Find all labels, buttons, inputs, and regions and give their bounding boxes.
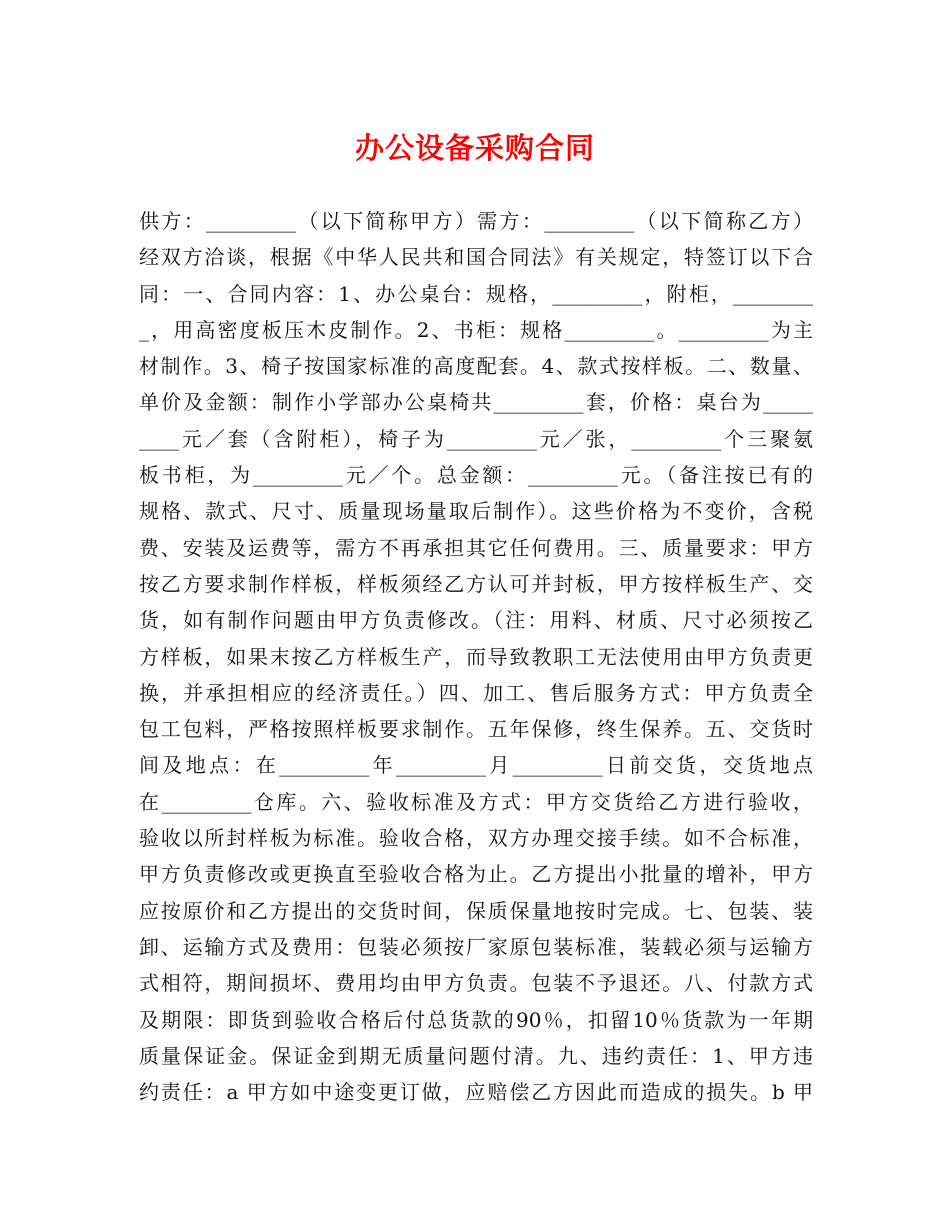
body-line-25: 约责任：a 甲方如中途变更订做，应赔偿乙方因此而造成的损失。b 甲 [139,1080,813,1105]
body-line-6: 单价及金额：制作小学部办公桌椅共_________套，价格：桌台为_____ [139,390,813,415]
body-line-7: ____元／套（含附柜），椅子为_________元／张，_________个三聚氨 [139,426,813,451]
document-title: 办公设备采购合同 [354,131,595,165]
body-line-5: 材制作。3、椅子按国家标准的高度配套。4、款式按样板。二、数量、 [139,354,813,379]
body-line-13: 方样板，如果末按乙方样板生产，而导致教职工无法使用由甲方负责更 [139,644,813,669]
body-line-9: 规格、款式、尺寸、质量现场量取后制作）。这些价格为不变价，含税 [139,499,813,524]
contract-body [139,203,813,1110]
body-line-15: 包工包料，严格按照样板要求制作。五年保修，终生保养。五、交货时 [139,717,813,742]
body-line-17: 在_________仓库。六、验收标准及方式：甲方交货给乙方进行验收， [139,789,813,814]
body-line-2: 经双方洽谈，根据《中华人民共和国合同法》有关规定，特签订以下合 [139,245,813,270]
body-line-3: 同：一、合同内容：1、办公桌台：规格，_________，附柜，________ [139,281,813,306]
body-line-24: 质量保证金。保证金到期无质量问题付清。九、违约责任：1、甲方违 [139,1043,813,1068]
body-line-10: 费、安装及运费等，需方不再承担其它任何费用。三、质量要求：甲方 [139,535,813,560]
body-line-21: 卸、运输方式及费用：包装必须按厂家原包装标准，装载必须与运输方 [139,934,813,959]
body-line-12: 货，如有制作问题由甲方负责修改。（注：用料、材质、尺寸必须按乙 [139,608,813,633]
body-line-22: 式相符，期间损坏、费用均由甲方负责。包装不予退还。八、付款方式 [139,971,813,996]
body-line-16: 间及地点：在_________年_________月_________日前交货，交货地点 [139,753,813,778]
body-line-19: 甲方负责修改或更换直至验收合格为止。乙方提出小批量的增补，甲方 [139,862,813,887]
body-line-1: 供方：_________（以下简称甲方）需方：_________（以下简称乙方） [139,209,813,233]
body-line-23: 及期限：即货到验收合格后付总货款的90％，扣留10％货款为一年期 [139,1007,813,1032]
body-line-11: 按乙方要求制作样板，样板须经乙方认可并封板，甲方按样板生产、交 [139,571,813,596]
body-line-4: _，用高密度板压木皮制作。2、书柜：规格_________。_________为主 [139,317,813,342]
body-line-14: 换，并承担相应的经济责任。）四、加工、售后服务方式：甲方负责全 [139,680,813,705]
body-line-8: 板书柜，为_________元／个。总金额：_________元。（备注按已有的 [139,463,813,488]
body-line-18: 验收以所封样板为标准。验收合格，双方办理交接手续。如不合标准， [139,826,813,851]
body-line-20: 应按原价和乙方提出的交货时间，保质保量地按时完成。七、包装、装 [139,898,813,923]
